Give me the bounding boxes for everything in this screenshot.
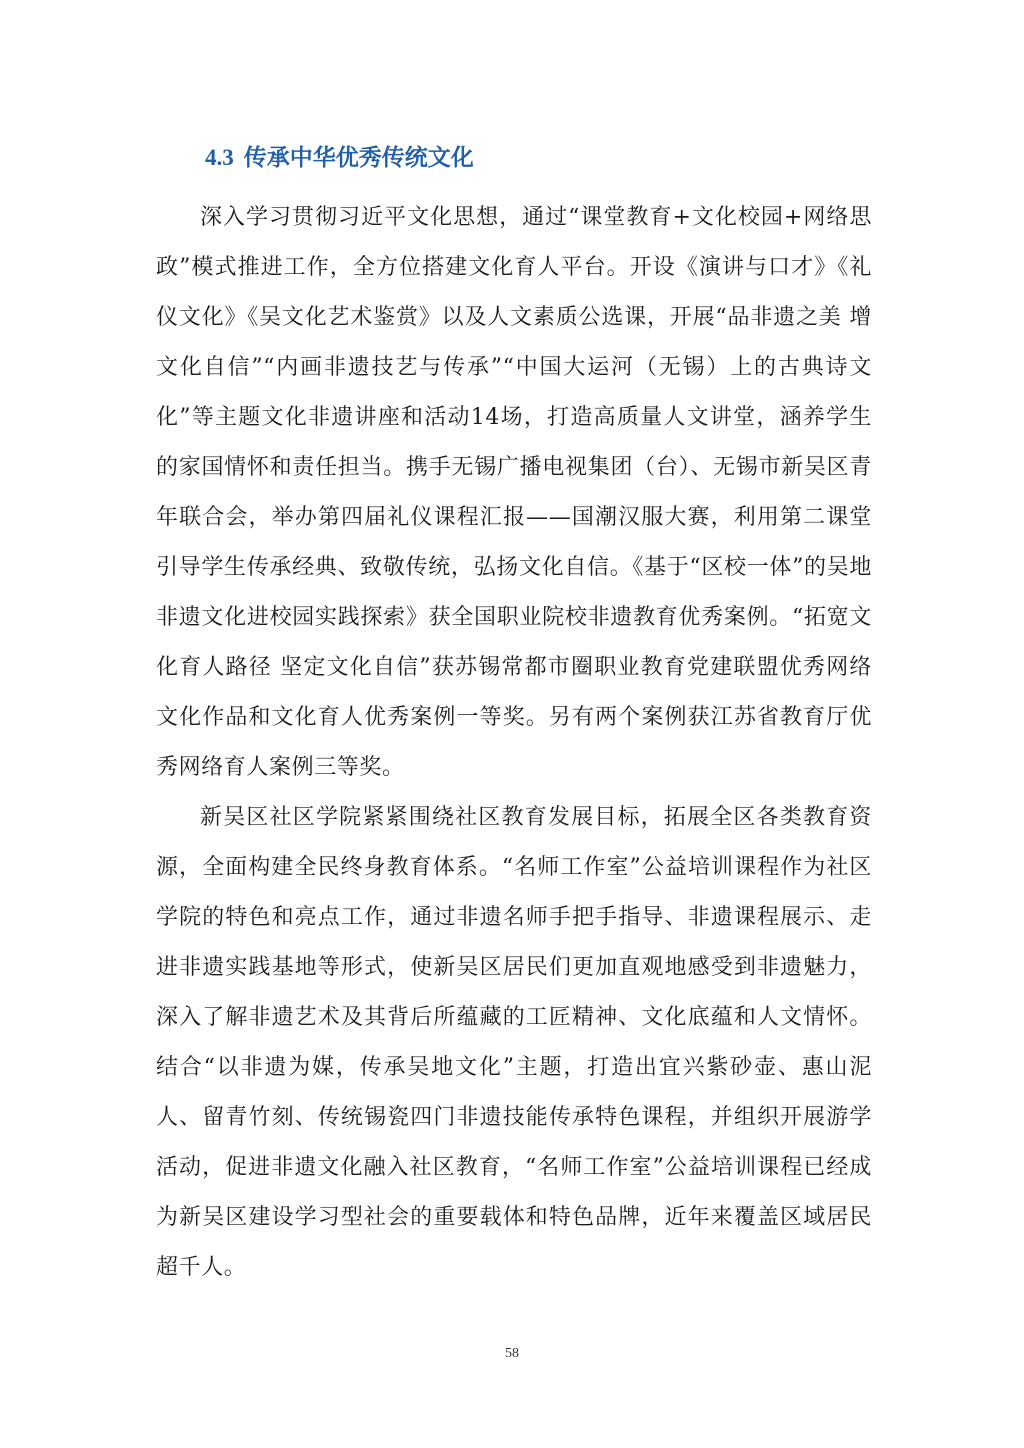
section-heading xyxy=(205,140,474,176)
body-paragraph-culture-education: 深入学习贯彻习近平文化思想，通过“课堂教育+文化校园+网络思政”模式推进工作，全方位搭建文化育人平台。开设《演讲与口才》《礼仪文化》《吴文化艺术鉴赏》以及人文素质公选课，开展“品非遗之美 增文化自信”“内画非遗技艺与传承”“中国大运河（无锡）上的古典诗文化”等主题文化非遗讲座和活动14场，打造高质量人文讲堂，涵养学生的家国情怀和责任担当。携手无锡广播电视集团（台）、无锡市新吴区青年联合会，举办第四届礼仪课程汇报——国潮汉服大赛，利用第二课堂引导学生传承经典、致敬传统，弘扬文化自信。《基于“区校一体”的吴地非遗文化进校园实践探索》获全国职业院校非遗教育优秀案例。“拓宽文化育人路径 坚定文化自信”获苏锡常都市圈职业教育党建联盟优秀网络文化作品和文化育人优秀案例一等奖。另有两个案例获江苏省教育厅优秀网络育人案例三等奖。 xyxy=(156,205,872,780)
section-number: 4.3 xyxy=(205,145,234,170)
body-paragraph-community-college: 新吴区社区学院紧紧围绕社区教育发展目标，拓展全区各类教育资源，全面构建全民终身教育体系。“名师工作室”公益培训课程作为社区学院的特色和亮点工作，通过非遗名师手把手指导、非遗课程展示、走进非遗实践基地等形式，使新吴区居民们更加直观地感受到非遗魅力，深入了解非遗艺术及其背后所蕴藏的工匠精神、文化底蕴和人文情怀。结合“以非遗为媒，传承吴地文化”主题，打造出宜兴紫砂壶、惠山泥人、留青竹刻、传统锡瓷四门非遗技能传承特色课程，并组织开展游学活动，促进非遗文化融入社区教育，“名师工作室”公益培训课程已经成为新吴区建设学习型社会的重要载体和特色品牌，近年来覆盖区域居民超千人。 xyxy=(156,805,872,1280)
page-number: 58 xyxy=(505,1346,519,1361)
section-title: 传承中华优秀传统文化 xyxy=(243,145,474,171)
